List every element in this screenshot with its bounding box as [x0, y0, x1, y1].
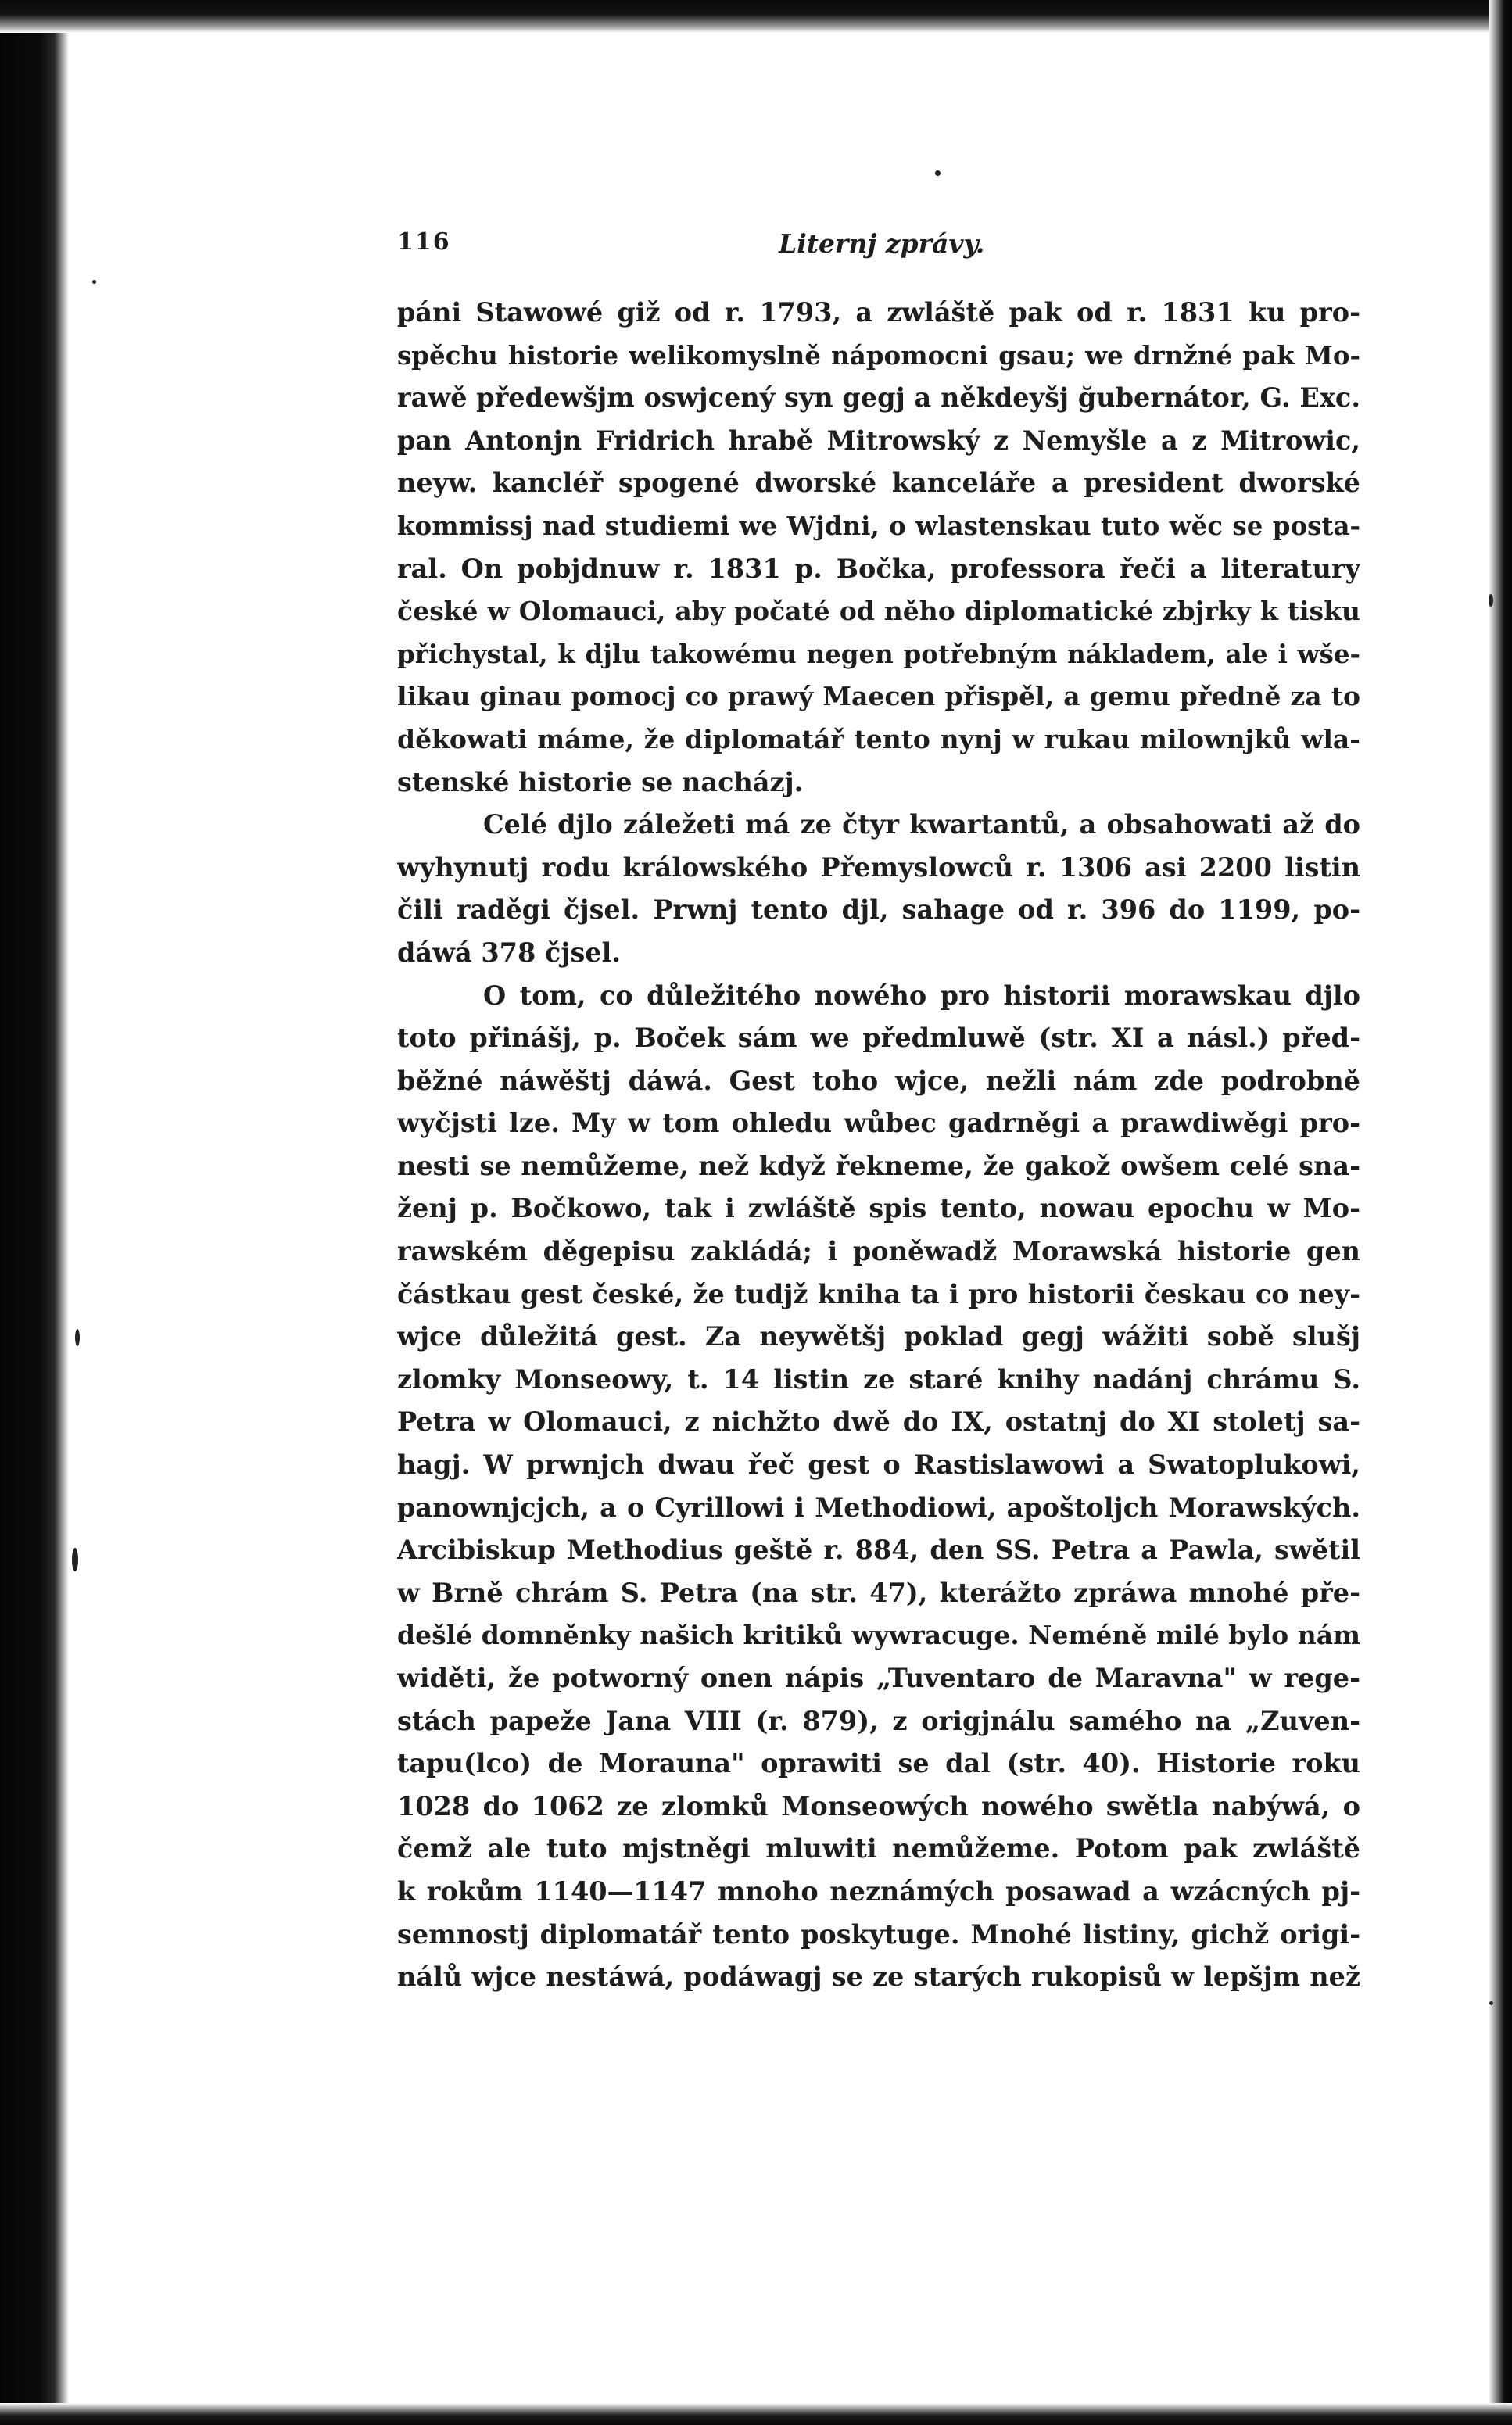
text-line: wyčjsti lze. My w tom ohledu wůbec gadrněgi a prawdiwěgi pro-	[397, 1108, 1360, 1139]
text-line: čemž ale tuto mjstněgi mluwiti nemůžeme. Potom pak zwláště	[397, 1833, 1360, 1864]
text-line: děkowati máme, že diplomatář tento nynj w rukau milownjků wla-	[397, 723, 1360, 754]
text-line: toto přinášj, p. Boček sám we předmluwě (str. XI a násl.) před-	[397, 1023, 1360, 1054]
text-line: wyhynutj rodu králowského Přemyslowců r. 1306 asi 2200 listin	[397, 851, 1360, 883]
ink-speck	[72, 1548, 78, 1571]
paragraph-first-line: Celé djlo záležeti má ze čtyr kwartantů, a obsahowati až do	[483, 809, 1360, 840]
text-line: kommissj nad studiemi we Wjdni, o wlastenskau tuto wěc se posta-	[397, 510, 1360, 541]
text-line: rawě předewšjm oswjcený syn gegj a někdeyšj ğubernátor, G. Exc.	[397, 382, 1360, 414]
running-title: Liternj zprávy.	[779, 228, 985, 259]
text-line: běžné náwěštj dáwá. Gest toho wjce, nežli nám zde podrobně	[397, 1065, 1360, 1096]
scan-border-top	[0, 0, 1512, 33]
text-line: zlomky Monseowy, t. 14 listin ze staré knihy nadánj chrámu S.	[397, 1363, 1360, 1395]
text-line: k rokům 1140—1147 mnoho neznámých posawad a wzácných pj-	[397, 1875, 1360, 1907]
text-line: stenské historie se nacházj.	[397, 766, 804, 797]
text-line: spěchu historie welikomyslně nápomocni gsau; we drnžné pak Mo-	[397, 339, 1360, 371]
text-line: nálů wjce nestáwá, podáwagj se ze starých rukopisů w lepšjm než	[397, 1961, 1360, 1993]
scan-border-left	[0, 0, 69, 2425]
text-line: ženj p. Bočkowo, tak i zwláště spis tento, nowau epochu w Mo-	[397, 1193, 1360, 1224]
text-line: ral. On pobjdnuw r. 1831 p. Bočka, professora řeči a literatury	[397, 553, 1360, 584]
text-line: nesti se nemůžeme, než když řekneme, že gakož owšem celé sna-	[397, 1150, 1360, 1181]
page-header	[397, 228, 1374, 266]
text-line: páni Stawowé giž od r. 1793, a zwláště pak od r. 1831 ku pro-	[397, 297, 1360, 328]
text-line: panownjcjch, a o Cyrillowi i Methodiowi, apoštoljch Morawských.	[397, 1492, 1360, 1523]
text-line: likau ginau pomocj co prawý Maecen přispěl, a gemu předně za to	[397, 681, 1360, 712]
text-line: hagj. W prwnjch dwau řeč gest o Rastislawowi a Swatoplukowi,	[397, 1449, 1360, 1481]
scan-border-bottom	[0, 2403, 1512, 2425]
text-line: české w Olomauci, aby počaté od něho diplomatické zbjrky k tisku	[397, 596, 1360, 627]
text-line: neyw. kancléř spogené dworské kanceláře a president dworské	[397, 467, 1360, 499]
paragraph-first-line: O tom, co důležitého nowého pro historii morawskau djlo	[483, 980, 1360, 1011]
ink-speck	[935, 170, 941, 176]
text-line: dáwá 378 čjsel.	[397, 937, 622, 968]
text-line: pan Antonjn Fridrich hrabě Mitrowský z Nemyšle a z Mitrowic,	[397, 424, 1360, 456]
ink-speck	[75, 1329, 80, 1346]
text-line: dešlé domněnky našich kritiků wywracuge. Neméně milé bylo nám	[397, 1620, 1360, 1651]
text-line: částkau gest české, že tudjž kniha ta i pro historii českau co ney-	[397, 1278, 1360, 1309]
text-line: widěti, že potworný onen nápis „Tuventaro de Maravna" w rege-	[397, 1663, 1360, 1693]
text-line: čili raděgi čjsel. Prwnj tento djl, sahage od r. 396 do 1199, po-	[397, 894, 1360, 926]
page-number: 116	[397, 228, 451, 256]
scan-border-right	[1489, 0, 1512, 2425]
body-text	[397, 292, 1360, 1999]
text-line: semnostj diplomatář tento poskytuge. Mnohé listiny, gichž origi-	[397, 1918, 1360, 1950]
text-line: stách papeže Jana VIII (r. 879), z origjnálu samého na „Zuven-	[397, 1705, 1360, 1736]
text-line: Petra w Olomauci, z nichžto dwě do IX, ostatnj do XI stoletj sa-	[397, 1406, 1360, 1438]
text-line: w Brně chrám S. Petra (na str. 47), kterážto zpráwa mnohé pře-	[397, 1577, 1360, 1608]
text-line: tapu(lco) de Morauna" oprawiti se dal (str. 40). Historie roku	[397, 1748, 1360, 1779]
text-line: 1028 do 1062 ze zlomků Monseowých nowého swětla nabýwá, o	[397, 1790, 1360, 1821]
ink-speck	[1489, 594, 1493, 607]
ink-speck	[1489, 2001, 1493, 2005]
text-line: přichystal, k djlu takowému negen potřebným nákladem, ale i wše-	[397, 638, 1360, 669]
text-line: wjce důležitá gest. Za neywětšj poklad gegj wážiti sobě slušj	[397, 1321, 1360, 1352]
text-line: Arcibiskup Methodius geště r. 884, den SS. Petra a Pawla, swětil	[397, 1535, 1360, 1566]
ink-speck	[92, 280, 96, 284]
text-line: rawském děgepisu zakládá; i poněwadž Morawská historie gen	[397, 1236, 1360, 1267]
